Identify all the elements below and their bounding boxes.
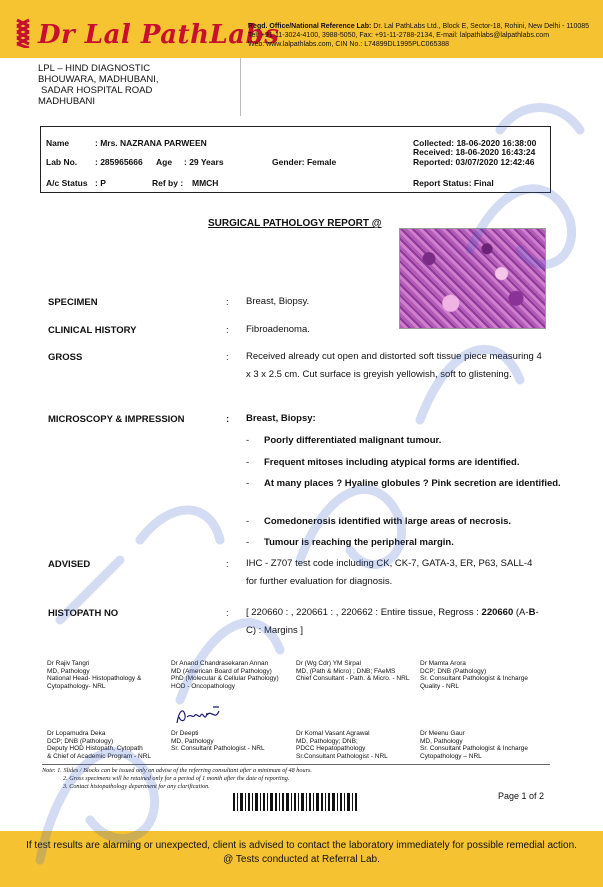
deepti-signature — [173, 703, 225, 729]
microscopy-heading: Breast, Biopsy: — [246, 413, 316, 424]
advised-label: ADVISED — [48, 559, 91, 570]
page-number: Page 1 of 2 — [498, 791, 545, 801]
patient-age: : 29 Years — [184, 157, 224, 167]
doctor-signatory: Dr Lopamudra Deka DCP; DNB (Pathology) Deputy HOD Histopath, Cytopath & Chief of Academic Program - NRL — [47, 730, 152, 760]
doctor-signatory: Dr Komal Vasant Agrawal MD, Pathology; DNB; PDCC Hepatopathology Sr.Consultant Pathologist - NRL — [296, 730, 388, 760]
microscopy-item: - Tumour is reaching the peripheral margin. — [246, 537, 454, 548]
ac-status-label: A/c Status — [46, 178, 88, 188]
divider — [42, 764, 550, 765]
doctor-signatory: Dr (Wg Cdr) YM Sirpal MD, (Path & Micro) ; DNB; FAeMS Chief Consultant - Path. & Micro. - NRL — [296, 660, 410, 683]
registered-office — [248, 22, 589, 49]
patient-name: : Mrs. NAZRANA PARWEEN — [95, 138, 207, 148]
microscopy-item: - At many places ? Hyaline globules ? Pink secretion are identified. — [246, 478, 561, 489]
histology-slide-image — [399, 228, 546, 329]
doctor-signatory: Dr Anand Chandrasekaran Annan MD (American Board of Pathology) PhD (Molecular & Cellular Pathology) HOD - Oncopathology — [171, 660, 279, 690]
lab-address-line: BHOUWARA, MADHUBANI, — [38, 74, 159, 85]
patient-gender: Gender: Female — [272, 157, 337, 167]
specimen-label: SPECIMEN — [48, 297, 98, 308]
microscopy-item: - Comedonerosis identified with large areas of necrosis. — [246, 516, 512, 527]
specimen-value: Breast, Biopsy. — [246, 296, 310, 307]
doctor-signatory: Dr Meenu Gaur MD, Pathology Sr. Consultant Pathologist & Incharge Cytopathology – NRL — [420, 730, 529, 760]
header-divider — [240, 58, 241, 116]
ref-by: MMCH — [192, 178, 219, 188]
gross-label: GROSS — [48, 352, 83, 363]
colon: : — [226, 352, 229, 363]
ref-label: Ref by : — [152, 178, 184, 188]
lab-address — [38, 63, 159, 107]
doctor-signatory: Dr Rajiv Tangri MD, Pathology National Head- Histopathology & Cytopathology- NRL — [47, 660, 142, 690]
doctor-signatory: Dr Mamta Arora DCP; DNB (Pathology) Sr. Consultant Pathologist & Incharge Quality - NRL — [420, 660, 529, 690]
colon: : — [226, 608, 229, 619]
age-label: Age — [156, 157, 173, 167]
colon: : — [226, 559, 229, 570]
contact-line: Tel: +91-11-3024-4100, 3988-5050, Fax: +91-11-2788-2134, E-mail: lalpathlabs@lalpathlabs.com — [248, 32, 550, 39]
history-value: Fibroadenoma. — [246, 324, 310, 335]
labno-label: Lab No. — [46, 157, 78, 167]
reg-label: Regd. Office/National Reference Lab: — [248, 23, 372, 30]
report-status: Report Status: Final — [413, 178, 494, 188]
lab-address-line: LPL – HIND DIAGNOSTIC — [38, 63, 151, 74]
histopath-label: HISTOPATH NO — [48, 608, 119, 619]
name-label: Name — [46, 138, 70, 148]
report-title: SURGICAL PATHOLOGY REPORT @ — [208, 218, 382, 229]
colon: : — [226, 297, 229, 308]
advised-value: IHC - Z707 test code including CK, CK-7, GATA-3, ER, P63, SALL-4 for further evaluation for diagnosis. — [246, 558, 533, 587]
lab-number: : 285965666 — [95, 157, 143, 167]
history-label: CLINICAL HISTORY — [48, 325, 137, 336]
microscopy-item: - Frequent mitoses including atypical forms are identified. — [246, 457, 520, 468]
microscopy-item: - Poorly differentiated malignant tumour. — [246, 435, 442, 446]
report-notes: Note: 1. Slides / Blocks can be issued only on advise of the referring consultant after a minimum of 48 hours. 2. Gross specimens will be retained only for a period of 1 month after the date of reporting. 3. Contact histopathology department for any clarification. — [42, 767, 312, 790]
dna-logo-icon — [14, 18, 32, 48]
reg-text: Dr. Lal PathLabs Ltd., Block E, Sector-18, Rohini, New Delhi - 110085 — [371, 23, 590, 30]
ac-status: : P — [95, 178, 106, 188]
collected-date: Collected: 18-06-2020 16:38:00 — [413, 138, 537, 148]
doctor-signatory: Dr Deepti MD, Pathology Sr. Consultant Pathologist - NRL — [171, 730, 265, 753]
web-line: Web: www.lalpathlabs.com, CIN No.: L74899DL1995PLC065388 — [248, 41, 450, 48]
microscopy-label: MICROSCOPY & IMPRESSION — [48, 414, 185, 425]
colon: : — [226, 325, 229, 336]
gross-value: Received already cut open and distorted soft tissue piece measuring 4 x 3 x 2.5 cm. Cut surface is greyish yellowish, soft to glistening. — [246, 351, 542, 380]
footer-text: If test results are alarming or unexpected, client is advised to contact the laboratory immediately for possible remedial action. @ Tests conducted at Referral Lab. — [26, 840, 577, 865]
reported-date: Reported: 03/07/2020 12:42:46 — [413, 157, 535, 167]
brand-logo: Dr Lal PathLabs — [38, 20, 280, 50]
barcode — [233, 793, 357, 811]
colon: : — [226, 414, 230, 425]
lab-address-line: SADAR HOSPITAL ROAD — [41, 85, 153, 96]
lab-address-line: MADHUBANI — [38, 96, 96, 107]
histopath-value: [ 220660 : , 220661 : , 220662 : Entire tissue, Regross : 220660 (A-B-C) : Margins ] — [246, 607, 539, 636]
received-date: Received: 18-06-2020 16:43:24 — [413, 147, 536, 157]
